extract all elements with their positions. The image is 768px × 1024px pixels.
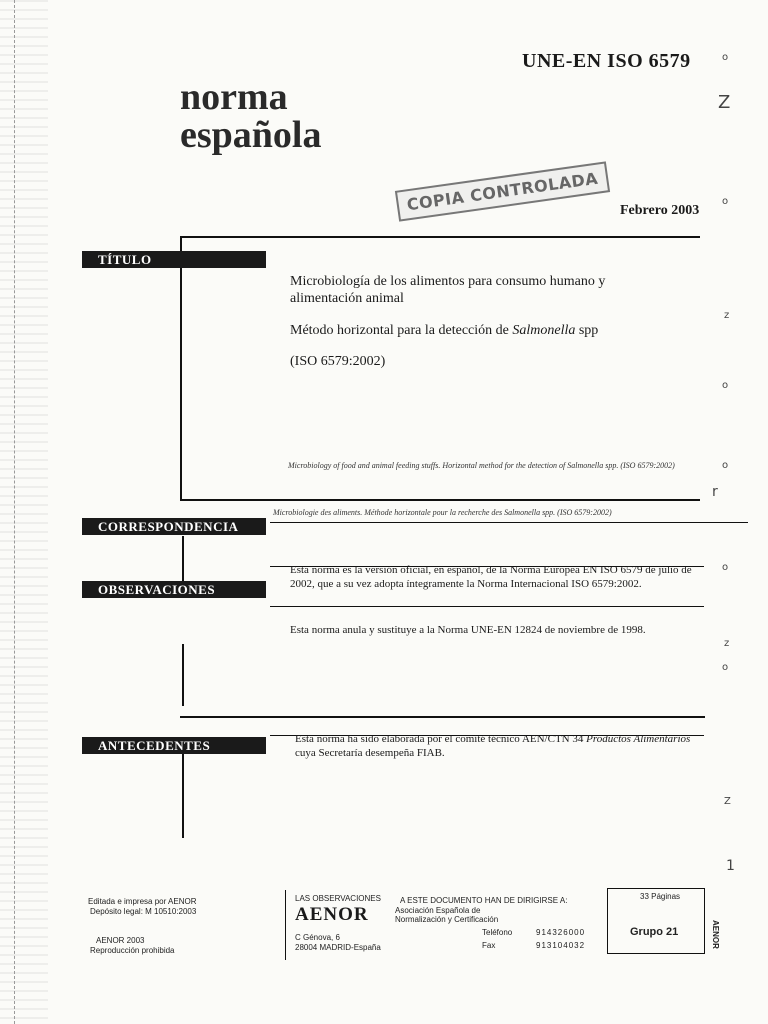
footer-phone-label: Teléfono xyxy=(482,928,513,937)
margin-mark-2: Z xyxy=(718,92,731,113)
antecedentes-italic: Productos Alimentarios xyxy=(586,733,691,745)
rule-antecedentes-vertical xyxy=(182,752,184,838)
observaciones-text: Esta norma es la versión oficial, en español, de la Norma Europea EN ISO 6579 de julio de 2002, que a su vez adopta íntegramente la Norma Internacional ISO 6579:2002. xyxy=(290,564,692,590)
footer-side-stamp: AENOR xyxy=(711,920,720,949)
margin-mark-9: z xyxy=(724,638,730,649)
footer-observations-heading: LAS OBSERVACIONES xyxy=(295,894,381,903)
footer-address1: C Génova, 6 xyxy=(295,933,340,942)
margin-mark-3: o xyxy=(722,196,729,207)
rule-obs-vertical-2 xyxy=(182,644,184,706)
translation-english: Microbiology of food and animal feeding stuffs. Horizontal method for the detection of Salmonella spp. (ISO 6579:2002) xyxy=(288,461,675,470)
title-iso-ref: (ISO 6579:2002) xyxy=(290,354,386,369)
brand-line-2: española xyxy=(180,114,322,156)
footer-org-line2: Normalización y Certificación xyxy=(395,915,499,924)
controlled-copy-stamp: COPIA CONTROLADA xyxy=(395,161,610,221)
antecedentes-post: cuya Secretaría desempeña FIAB. xyxy=(295,747,445,759)
margin-mark-6: o xyxy=(722,460,729,471)
footer-fax-label: Fax xyxy=(482,941,496,950)
title-subtitle-post: spp xyxy=(575,323,599,338)
publication-date: Febrero 2003 xyxy=(620,203,700,218)
margin-mark-1: o xyxy=(722,52,729,63)
footer-aenor-year: AENOR 2003 xyxy=(96,936,145,945)
antecedentes-pre: Esta norma ha sido elaborada por el comité técnico AEN/CTN 34 xyxy=(295,733,587,745)
margin-mark-10: o xyxy=(722,662,729,673)
title-subtitle xyxy=(290,323,690,339)
standard-code: UNE-EN ISO 6579 xyxy=(522,50,691,72)
margin-mark-11: Z xyxy=(724,796,731,807)
scan-edge-shadow xyxy=(0,0,48,1024)
title-subtitle-pre: Método horizontal para la detección de xyxy=(290,323,513,338)
footer-org-line1: Asociación Española de xyxy=(395,906,481,915)
margin-mark-12: 1 xyxy=(726,858,735,874)
antecedentes-text xyxy=(295,732,705,760)
footer-divider-left xyxy=(285,890,286,960)
title-subtitle-italic: Salmonella xyxy=(512,323,576,338)
label-titulo: TÍTULO xyxy=(82,251,266,268)
footer-observations-heading-2: A ESTE DOCUMENTO HAN DE DIRIGIRSE A: xyxy=(400,896,568,905)
footer-address2: 28004 MADRID-España xyxy=(295,943,381,952)
rule-observaciones-mid xyxy=(270,606,704,607)
rule-title-bottom xyxy=(180,499,700,501)
rule-title-top xyxy=(180,236,700,238)
anula-text: Esta norma anula y sustituye a la Norma UNE-EN 12824 de noviembre de 1998. xyxy=(290,624,646,636)
margin-mark-5: o xyxy=(722,380,729,391)
footer-pages: 33 Páginas xyxy=(640,892,681,901)
margin-mark-4: z xyxy=(724,310,730,321)
footer-edited: Editada e impresa por AENOR xyxy=(88,897,197,906)
label-antecedentes: ANTECEDENTES xyxy=(82,737,266,754)
footer-group: Grupo 21 xyxy=(630,926,679,938)
scan-edge-line xyxy=(14,0,17,1024)
rule-correspondencia xyxy=(270,522,748,523)
footer-fax: 913104032 xyxy=(536,941,586,950)
label-correspondencia: CORRESPONDENCIA xyxy=(82,518,266,535)
brand-title xyxy=(180,78,321,154)
margin-mark-7: r xyxy=(712,484,718,500)
rule-antecedentes-top xyxy=(180,716,705,718)
footer-legal-deposit: Depósito legal: M 10510:2003 xyxy=(90,907,197,916)
brand-line-1: norma xyxy=(180,76,288,118)
title-main: Microbiología de los alimentos para consumo humano y alimentación animal xyxy=(290,274,606,306)
rule-title-vertical xyxy=(180,238,182,500)
footer-phone: 914326000 xyxy=(536,928,586,937)
footer-reproduction: Reproducción prohibida xyxy=(90,946,175,955)
margin-mark-8: o xyxy=(722,562,729,573)
label-observaciones: OBSERVACIONES xyxy=(82,581,266,598)
translation-french: Microbiologie des aliments. Méthode horizontale pour la recherche des Salmonella spp. (ISO 6579:2002) xyxy=(273,508,612,517)
aenor-logo: AENOR xyxy=(295,904,369,925)
